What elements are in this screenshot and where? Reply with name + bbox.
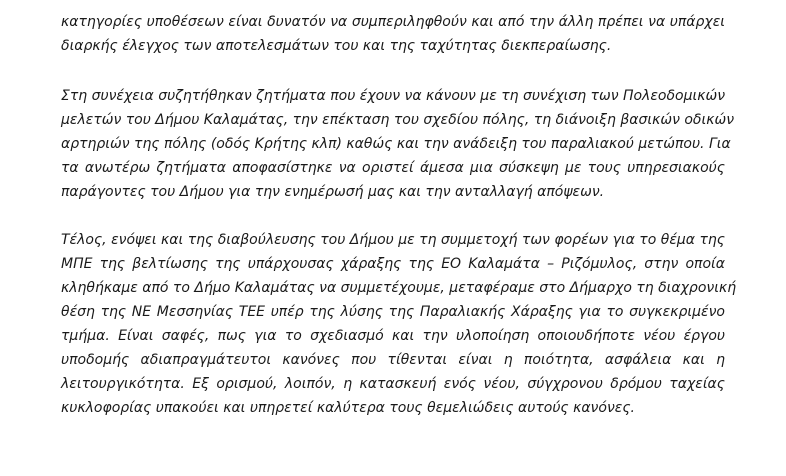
document-body xyxy=(61,0,737,420)
text-line: διαρκής έλεγχος των αποτελεσμάτων του και της ταχύτητας διεκπεραίωσης. xyxy=(61,38,612,54)
text-line: αρτηριών της πόλης (οδός Κρήτης κλπ) καθώς και την ανάδειξη του παραλιακού μετώπου. Για xyxy=(61,136,731,152)
text-line: παράγοντες του Δήμου για την ενημέρωσή μας και την ανταλλαγή απόψεων. xyxy=(61,184,605,200)
paragraph-3 xyxy=(61,228,737,420)
text-line: ΜΠΕ της βελτίωσης της υπάρχουσας χάραξης της ΕΟ Καλαμάτα – Ριζόμυλος, στην οποία xyxy=(61,256,725,272)
text-line: λειτουργικότητα. Εξ ορισμού, λοιπόν, η κατασκευή ενός νέου, σύγχρονου δρόμου ταχείας xyxy=(61,376,725,392)
text-line: υποδομής αδιαπραγμάτευτοι κανόνες που τίθενται είναι η ποιότητα, ασφάλεια και η xyxy=(61,352,725,368)
paragraph-1 xyxy=(61,10,725,58)
text-line: μελετών του Δήμου Καλαμάτας, την επέκταση του σχεδίου πόλης, τη διάνοιξη βασικών οδικών xyxy=(61,112,735,128)
paragraph-2 xyxy=(61,84,735,204)
text-line: κληθήκαμε από το Δήμο Καλαμάτας να συμμετέχουμε, μεταφέραμε στο Δήμαρχο τη διαχρονική xyxy=(61,280,737,296)
text-line: θέση της ΝΕ Μεσσηνίας ΤΕΕ υπέρ της λύσης της Παραλιακής Χάραξης για το συγκεκριμένο xyxy=(61,304,725,320)
text-line: Στη συνέχεια συζητήθηκαν ζητήματα που έχουν να κάνουν με τη συνέχιση των Πολεοδομικών xyxy=(61,88,726,104)
text-line: κατηγορίες υποθέσεων είναι δυνατόν να συμπεριληφθούν και από την άλλη πρέπει να υπάρχει xyxy=(61,14,725,30)
text-line: τα ανωτέρω ζητήματα αποφασίστηκε να οριστεί άμεσα μια σύσκεψη με τους υπηρεσιακούς xyxy=(61,160,725,176)
text-line: Τέλος, ενόψει και της διαβούλευσης του Δήμου με τη συμμετοχή των φορέων για το θέμα της xyxy=(61,232,725,248)
text-line: τμήμα. Είναι σαφές, πως για το σχεδιασμό και την υλοποίηση οποιουδήποτε νέου έργου xyxy=(61,328,725,344)
text-line: κυκλοφορίας υπακούει και υπηρετεί καλύτερα τους θεμελιώδεις αυτούς κανόνες. xyxy=(61,400,635,416)
